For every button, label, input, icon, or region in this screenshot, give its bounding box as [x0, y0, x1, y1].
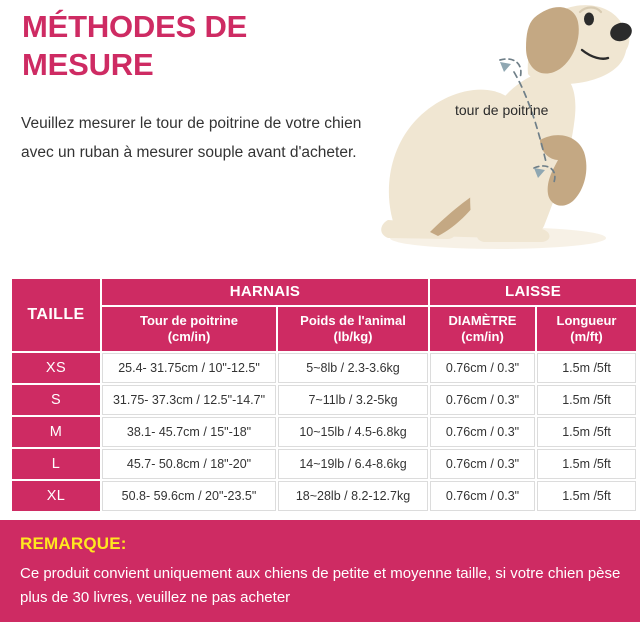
- column-group-header-laisse: LAISSE: [430, 279, 636, 305]
- cell-length: 1.5m /5ft: [537, 481, 636, 511]
- column-header-weight-line1: Poids de l'animal: [300, 313, 406, 329]
- cell-diameter: 0.76cm / 0.3": [430, 449, 535, 479]
- size-chart-table: [10, 277, 638, 513]
- cell-diameter: 0.76cm / 0.3": [430, 353, 535, 383]
- intro-paragraph: Veuillez mesurer le tour de poitrine de votre chien avec un ruban à mesurer souple avant d'acheter.: [21, 115, 362, 161]
- table-row: [12, 353, 636, 383]
- cell-size: M: [12, 417, 100, 447]
- note-body: Ce produit convient uniquement aux chiens de petite et moyenne taille, si votre chien pèse plus de 30 livres, veuillez ne pas acheter: [20, 565, 621, 606]
- column-header-diameter-line1: DIAMÈTRE: [448, 313, 517, 329]
- cell-diameter: 0.76cm / 0.3": [430, 417, 535, 447]
- cell-length: 1.5m /5ft: [537, 353, 636, 383]
- dog-eye: [584, 13, 594, 26]
- cell-chest: 25.4- 31.75cm / 10"-12.5": [102, 353, 276, 383]
- table-head: [12, 279, 636, 351]
- cell-size: XS: [12, 353, 100, 383]
- cell-length: 1.5m /5ft: [537, 417, 636, 447]
- chest-measurement-label: tour de poitrine: [455, 102, 549, 118]
- table-row: [12, 417, 636, 447]
- column-header-taille: TAILLE: [12, 279, 100, 351]
- cell-chest: 31.75- 37.3cm / 12.5"-14.7": [102, 385, 276, 415]
- cell-weight: 7~11lb / 3.2-5kg: [278, 385, 428, 415]
- cell-length: 1.5m /5ft: [537, 449, 636, 479]
- table-group-header-row: [12, 279, 636, 305]
- chest-arrow-head-top: [500, 62, 511, 72]
- dog-front-paw: [477, 229, 549, 242]
- cell-length: 1.5m /5ft: [537, 385, 636, 415]
- cell-weight: 18~28lb / 8.2-12.7kg: [278, 481, 428, 511]
- column-header-chest-line2: (cm/in): [167, 329, 211, 344]
- column-header-diameter-line2: (cm/in): [461, 329, 504, 344]
- table-body: [12, 353, 636, 511]
- table-row: [12, 449, 636, 479]
- table-sub-header-row: [12, 307, 636, 351]
- cell-size: XL: [12, 481, 100, 511]
- cell-chest: 50.8- 59.6cm / 20"-23.5": [102, 481, 276, 511]
- table-row: [12, 481, 636, 511]
- column-header-diameter: [430, 307, 535, 351]
- cell-size: L: [12, 449, 100, 479]
- cell-weight: 10~15lb / 4.5-6.8kg: [278, 417, 428, 447]
- page-title: MÉTHODES DE MESURE: [22, 9, 248, 82]
- dog-illustration: [378, 0, 640, 262]
- cell-diameter: 0.76cm / 0.3": [430, 481, 535, 511]
- column-header-length: [537, 307, 636, 351]
- column-header-chest-line1: Tour de poitrine: [140, 313, 238, 329]
- column-header-weight: [278, 307, 428, 351]
- cell-weight: 5~8lb / 2.3-3.6kg: [278, 353, 428, 383]
- cell-chest: 38.1- 45.7cm / 15"-18": [102, 417, 276, 447]
- column-header-length-line1: Longueur: [556, 313, 617, 329]
- column-header-chest: [102, 307, 276, 351]
- note-banner: [0, 520, 640, 622]
- cell-chest: 45.7- 50.8cm / 18"-20": [102, 449, 276, 479]
- intro-section: [0, 0, 640, 268]
- note-title: REMARQUE:: [20, 534, 127, 553]
- column-group-header-harnais: HARNAIS: [102, 279, 428, 305]
- cell-weight: 14~19lb / 6.4-8.6kg: [278, 449, 428, 479]
- cell-size: S: [12, 385, 100, 415]
- column-header-weight-line2: (lb/kg): [333, 329, 373, 344]
- cell-diameter: 0.76cm / 0.3": [430, 385, 535, 415]
- table-row: [12, 385, 636, 415]
- column-header-length-line2: (m/ft): [570, 329, 603, 344]
